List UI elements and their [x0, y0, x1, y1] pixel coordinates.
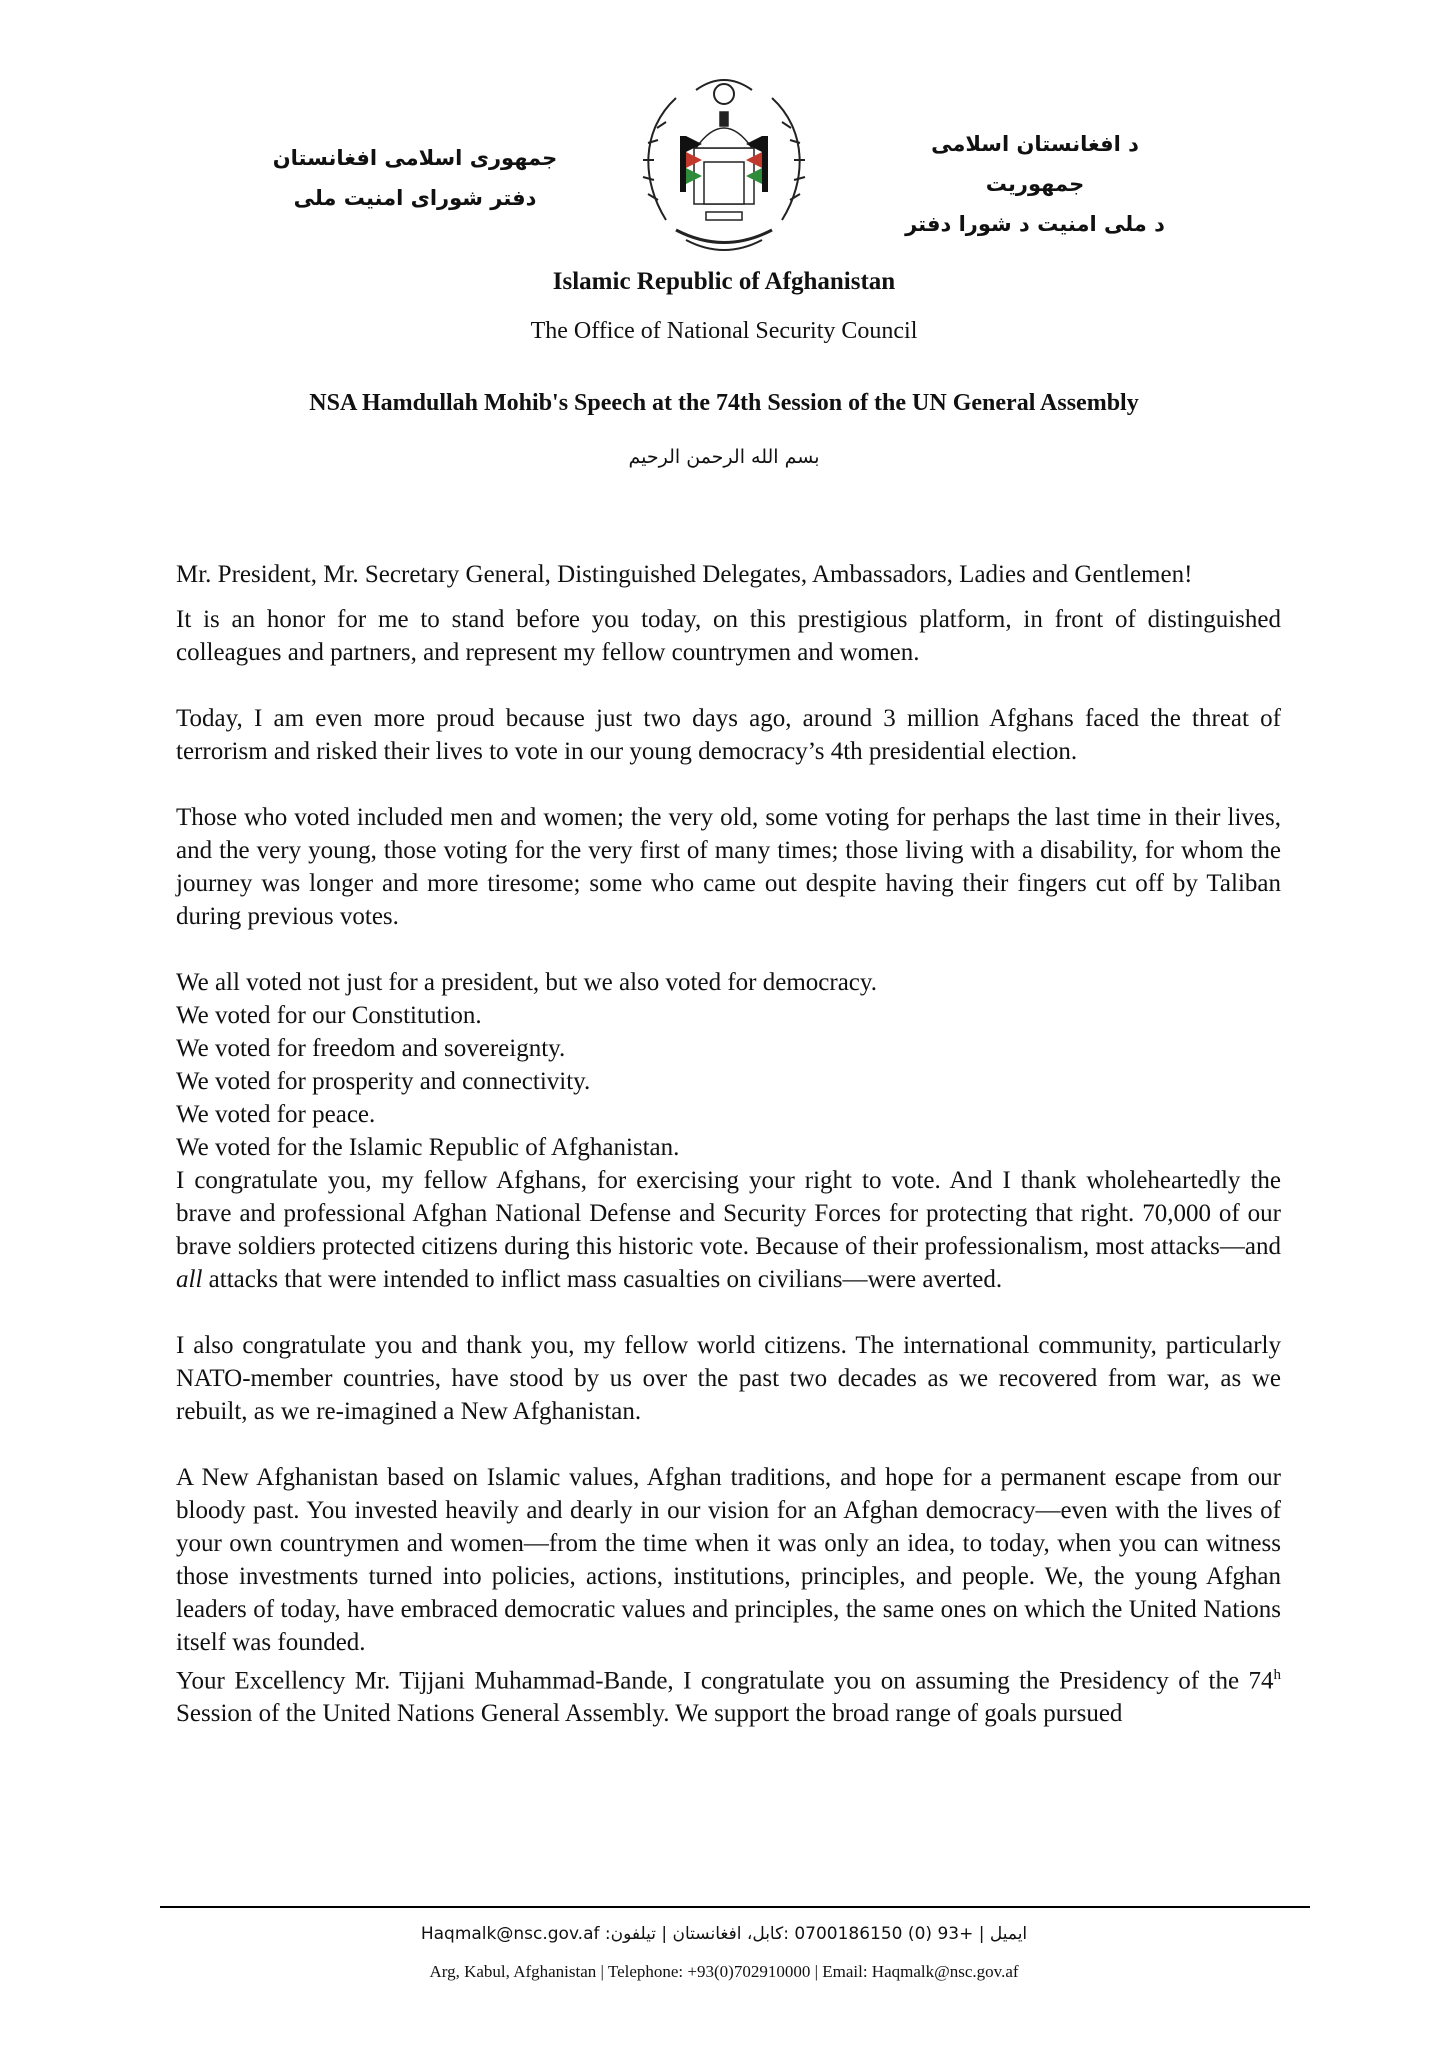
header-pashto-line2: د ملی امنیت د شورا دفتر	[905, 212, 1165, 236]
voted-line: We voted for our Constitution.	[176, 1002, 482, 1029]
header-pashto	[890, 124, 1180, 244]
speech-body	[176, 558, 1281, 1730]
p7-text-a: Your Excellency Mr. Tijjani Muhammad-Bande, I congratulate you on assuming the Presidency of the 74	[176, 1667, 1274, 1695]
voted-line: We voted for peace.	[176, 1101, 376, 1128]
paragraph-6: A New Afghanistan based on Islamic values, Afghan traditions, and hope for a permanent escape from our bloody past. You invested heavily and dearly in our vision for an Afghan democracy—even with the lives of your own countrymen and women—from the time when it was only an idea, to today, when you can witness those investments turned into policies, actions, institutions, principles, and people. We, the young Afghan leaders of today, have embraced democratic values and principles, the same ones on which the United Nations itself was founded.	[176, 1464, 1281, 1656]
p7-superscript: h	[1273, 1667, 1281, 1683]
header-pashto-line1: د افغانستان اسلامی جمهوریت	[931, 132, 1139, 196]
header-dari-line1: جمهوری اسلامی افغانستان	[272, 146, 558, 170]
p4-text-b: attacks that were intended to inflict mass casualties on civilians—were averted.	[202, 1266, 1003, 1293]
p7-text-b: Session of the United Nations General Assembly. We support the broad range of goals pursued	[176, 1700, 1123, 1728]
republic-title: Islamic Republic of Afghanistan	[552, 268, 896, 295]
paragraph-2: Today, I am even more proud because just two days ago, around 3 million Afghans faced the threat of terrorism and risked their lives to vote in our young democracy’s 4th presidential election.	[176, 705, 1281, 765]
voted-line: We all voted not just for a president, but we also voted for democracy.	[176, 969, 878, 996]
p4-emphasis: all	[176, 1266, 203, 1293]
paragraph-4	[176, 1164, 1281, 1296]
header-dari-line2: دفتر شورای امنیت ملی	[293, 186, 537, 210]
office-title: The Office of National Security Council	[530, 318, 918, 344]
basmala: بسم الله الرحمن الرحیم	[628, 446, 820, 468]
footer-contact-english: Arg, Kabul, Afghanistan | Telephone: +93(0)702910000 | Email: Haqmalk@nsc.gov.af	[429, 1962, 1019, 1981]
paragraph-3: Those who voted included men and women; the very old, some voting for perhaps the last time in their lives, and the very young, those voting for the very first of many times; those living with a disability, for whom the journey was longer and more tiresome; some who came out despite having their fingers cut off by Taliban during previous votes.	[176, 804, 1281, 930]
paragraph-1: It is an honor for me to stand before you today, on this prestigious platform, in front of distinguished colleagues and partners, and represent my fellow countrymen and women.	[176, 606, 1281, 666]
paragraph-7	[176, 1659, 1281, 1730]
speech-title: NSA Hamdullah Mohib's Speech at the 74th Session of the UN General Assembly	[309, 390, 1139, 416]
voted-line: We voted for freedom and sovereignty.	[176, 1035, 566, 1062]
footer-divider	[160, 1906, 1310, 1908]
salutation: Mr. President, Mr. Secretary General, Distinguished Delegates, Ambassadors, Ladies and Gentlemen!	[176, 561, 1193, 588]
voted-line: We voted for the Islamic Republic of Afghanistan.	[176, 1134, 680, 1161]
paragraph-5: I also congratulate you and thank you, my fellow world citizens. The international community, particularly NATO-member countries, have stood by us over the past two decades as we recovered from war, as we rebuilt, as we re-imagined a New Afghanistan.	[176, 1332, 1281, 1425]
voted-line: We voted for prosperity and connectivity.	[176, 1068, 591, 1095]
p4-text-a: I congratulate you, my fellow Afghans, for exercising your right to vote. And I thank wholeheartedly the brave and professional Afghan National Defense and Security Forces for protecting that right. 70,000 of our brave soldiers protected citizens during this historic vote. Because of their professionalism, most attacks—and	[176, 1167, 1281, 1260]
afghanistan-emblem-icon	[636, 70, 812, 256]
voted-list	[176, 966, 1281, 1164]
footer-contact-local: Haqmalk@nsc.gov.af :ایمیل | +93 (0) 0700186150 :کابل، افغانستان | تیلفون	[420, 1924, 1028, 1944]
header-dari	[270, 138, 560, 218]
